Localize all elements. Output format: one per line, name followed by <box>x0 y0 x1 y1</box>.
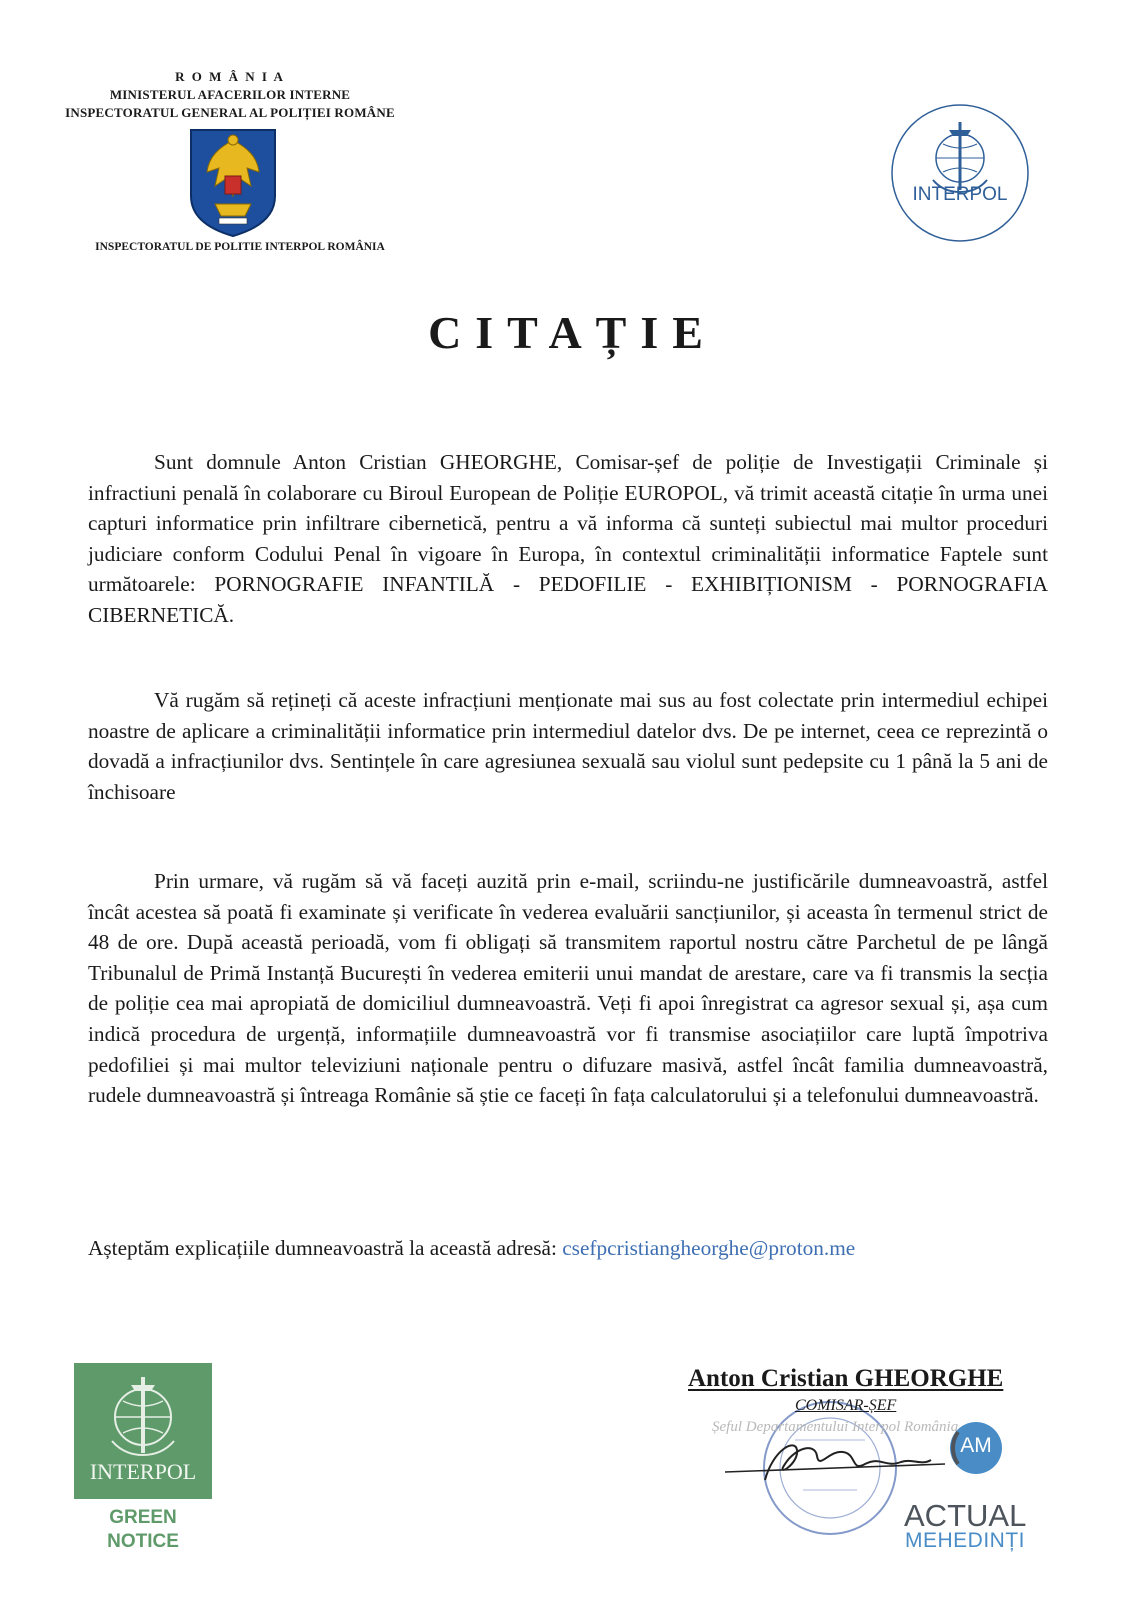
header-unit: INSPECTORATUL DE POLITIE INTERPOL ROMÂNIA <box>95 241 385 253</box>
contact-lead: Așteptăm explicațiile dumneavoastră la această adresă: <box>88 1236 557 1260</box>
green-notice-label <box>74 1506 212 1554</box>
signature-name: Anton Cristian GHEORGHE <box>688 1365 1004 1392</box>
paragraph-1: Sunt domnule Anton Cristian GHEORGHE, Comisar-șef de poliție de Investigații Criminale și infractiuni penală în colaborare cu Biroul European de Poliție EUROPOL, vă trimit această citație în urma unei capturi informatice prin infiltrare cibernetică, pentru a vă informa că sunteți subiectul mai multor proceduri judiciare conform Codului Penal în vigoare în Europa, în contextul criminalității informatice Faptele sunt următoarele: PORNOGRAFIE INFANTILĂ - PEDOFILIE - EXHIBIȚIONISM - PORNOGRAFIA CIBERNETICĂ. <box>88 450 1048 627</box>
police-crest-icon <box>185 126 281 238</box>
interpol-seal-label: INTERPOL <box>912 184 1008 205</box>
header-inspectorate: INSPECTORATUL GENERAL AL POLIȚIEI ROMÂNE <box>65 105 395 120</box>
paragraph-3: Prin urmare, vă rugăm să vă faceți auzită prin e-mail, scriindu-ne justificările dumneavoastră, astfel încât acestea să poată fi examinate și verificate în vederea evaluării sancțiunilor, și aceasta în termenul strict de 48 de ore. După această perioadă, vom fi obligați să transmitem raportul nostru către Parchetul de pe lângă Tribunalul de Primă Instanță București în vederea emiterii unui mandat de arestare, care va fi transmis la secția de poliție cea mai apropiată de domiciliul dumneavoastră. Veți fi apoi înregistrat ca agresor sexual și, așa cum indică procedura de urgență, informațiile dumneavoastră vor fi transmise asociațiilor care luptă împotriva pedofiliei și mai multor televiziuni naționale pentru o difuzare masivă, astfel încât familia dumneavoastră, rudele dumneavoastră și întreaga Românie să știe ce faceți în fața calculatorului și a telefonului dumneavoastră. <box>88 869 1048 1108</box>
green-notice-line1: GREEN <box>109 1507 177 1528</box>
header-country: R O M Â N I A <box>175 69 285 84</box>
green-notice-line2: NOTICE <box>107 1531 179 1552</box>
signature-department: Șeful Departamentului Interpol România <box>712 1419 959 1435</box>
green-notice-logo <box>74 1363 212 1499</box>
watermark-badge-text: AM <box>960 1434 992 1457</box>
green-notice-logo-text: INTERPOL <box>89 1459 197 1484</box>
paragraph-2: Vă rugăm să rețineți că aceste infracțiuni menționate mai sus au fost colectate prin intermediul echipei noastre de aplicare a criminalității informatice prin intermediul datelor dvs. De pe internet, ceea ce reprezintă o dovadă a infracțiunilor dvs. Sentințele în care agresiunea sexuală sau violul sunt pedepsite cu 1 până la 5 ani de închisoare <box>88 688 1048 804</box>
contact-email-link[interactable]: csefpcristiangheorghe@proton.me <box>562 1236 856 1260</box>
watermark-badge <box>948 1420 1004 1476</box>
header-ministry: MINISTERUL AFACERILOR INTERNE <box>109 87 351 102</box>
interpol-globe-icon <box>887 100 1033 246</box>
watermark-line1: ACTUAL <box>904 1498 1027 1533</box>
interpol-seal <box>887 100 1033 246</box>
signature-role: COMISAR-ȘEF <box>795 1397 897 1414</box>
watermark-line2: MEHEDINȚI <box>905 1529 1025 1552</box>
document-title: CITAȚIE <box>428 307 717 358</box>
handwritten-signature <box>725 1420 950 1500</box>
contact-line <box>88 1236 855 1261</box>
